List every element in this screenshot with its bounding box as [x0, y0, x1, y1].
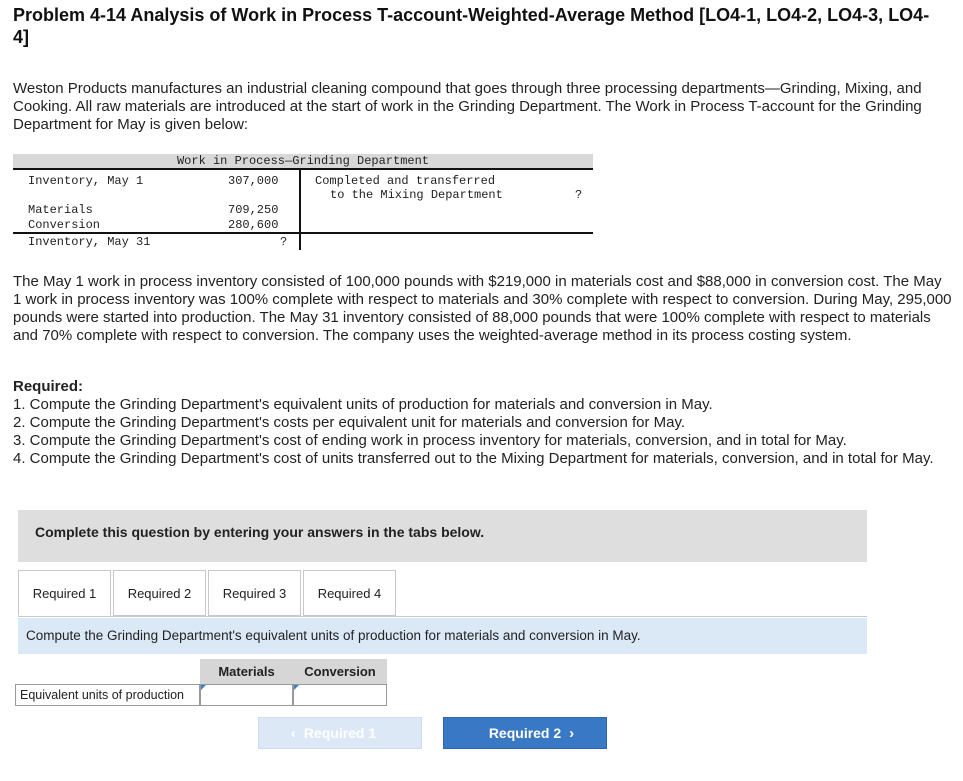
t-account-title: Work in Process—Grinding Department [13, 154, 593, 170]
tab-bar [18, 570, 867, 617]
t-right-value: ? [575, 188, 583, 202]
problem-details: The May 1 work in process inventory consisted of 100,000 pounds with $219,000 in materials cost and $88,000 in conversion cost. The May 1 work in process inventory was 100% complete with respect to materials and 30% complete with respect to conversion. During May, 295,000 pounds were started into production. The May 31 inventory consisted of 88,000 pounds that were 100% complete with respect to materials and 70% complete with respect to conversion. The company uses the weighted-average method in its process costing system. [13, 273, 952, 344]
materials-input[interactable] [200, 684, 293, 706]
chevron-right-icon: › [569, 724, 575, 742]
problem-title: Problem 4-14 Analysis of Work in Process T-account-Weighted-Average Method [LO4-1, LO4-2, LO4-3, LO4-4] [13, 5, 930, 47]
prev-button[interactable] [258, 717, 422, 749]
required-field-icon [201, 685, 206, 690]
instruction-text: Complete this question by entering your answers in the tabs below. [35, 524, 485, 540]
t-left-value: ? [280, 235, 288, 249]
t-left-label: Inventory, May 1 [28, 174, 144, 188]
required-field-icon [294, 685, 299, 690]
requirement-item: 4. Compute the Grinding Department's cost of units transferred out to the Mixing Department for materials, conversion, and in total for May. [13, 450, 934, 467]
t-left-value: 280,600 [228, 218, 279, 232]
tab-required-2[interactable]: Required 2 [113, 570, 206, 616]
prompt-text: Compute the Grinding Department's equivalent units of production for materials and conversion in May. [26, 628, 641, 643]
instruction-banner [18, 510, 867, 562]
required-heading: Required: [13, 378, 84, 395]
t-left-label: Inventory, May 31 [28, 235, 151, 249]
next-button[interactable] [443, 717, 607, 749]
prev-button-label: Required 1 [303, 725, 377, 741]
t-account-divider [299, 170, 301, 250]
t-account [13, 154, 593, 249]
requirement-item: 1. Compute the Grinding Department's equivalent units of production for materials and conversion in May. [13, 396, 713, 413]
tab-required-4[interactable]: Required 4 [303, 570, 396, 616]
t-left-value: 307,000 [228, 174, 279, 188]
problem-intro: Weston Products manufactures an industrial cleaning compound that goes through three processing departments—Grinding, Mixing, and Cooking. All raw materials are introduced at the start of work in the Grinding Department. The Work in Process T-account for the Grinding Department for May is given below: [13, 80, 922, 133]
requirement-item: 2. Compute the Grinding Department's costs per equivalent unit for materials and conversion for May. [13, 414, 686, 431]
conversion-input[interactable] [293, 684, 387, 706]
column-header-materials: Materials [200, 659, 293, 684]
question-prompt [18, 618, 867, 654]
t-right-label: Completed and transferred [315, 174, 496, 188]
t-account-bottom-line [13, 232, 593, 234]
column-header-conversion: Conversion [293, 659, 387, 684]
t-left-label: Conversion [28, 218, 101, 232]
next-button-label: Required 2 [488, 725, 562, 741]
tab-required-3[interactable]: Required 3 [208, 570, 301, 616]
chevron-left-icon: ‹ [290, 724, 296, 742]
t-left-label: Materials [28, 203, 93, 217]
requirements [13, 378, 953, 468]
requirement-item: 3. Compute the Grinding Department's cost of ending work in process inventory for materials, conversion, and in total for May. [13, 432, 847, 449]
row-label-equivalent-units: Equivalent units of production [15, 684, 200, 706]
tab-required-1[interactable]: Required 1 [18, 570, 111, 616]
t-left-value: 709,250 [228, 203, 279, 217]
t-right-label: to the Mixing Department [330, 188, 503, 202]
